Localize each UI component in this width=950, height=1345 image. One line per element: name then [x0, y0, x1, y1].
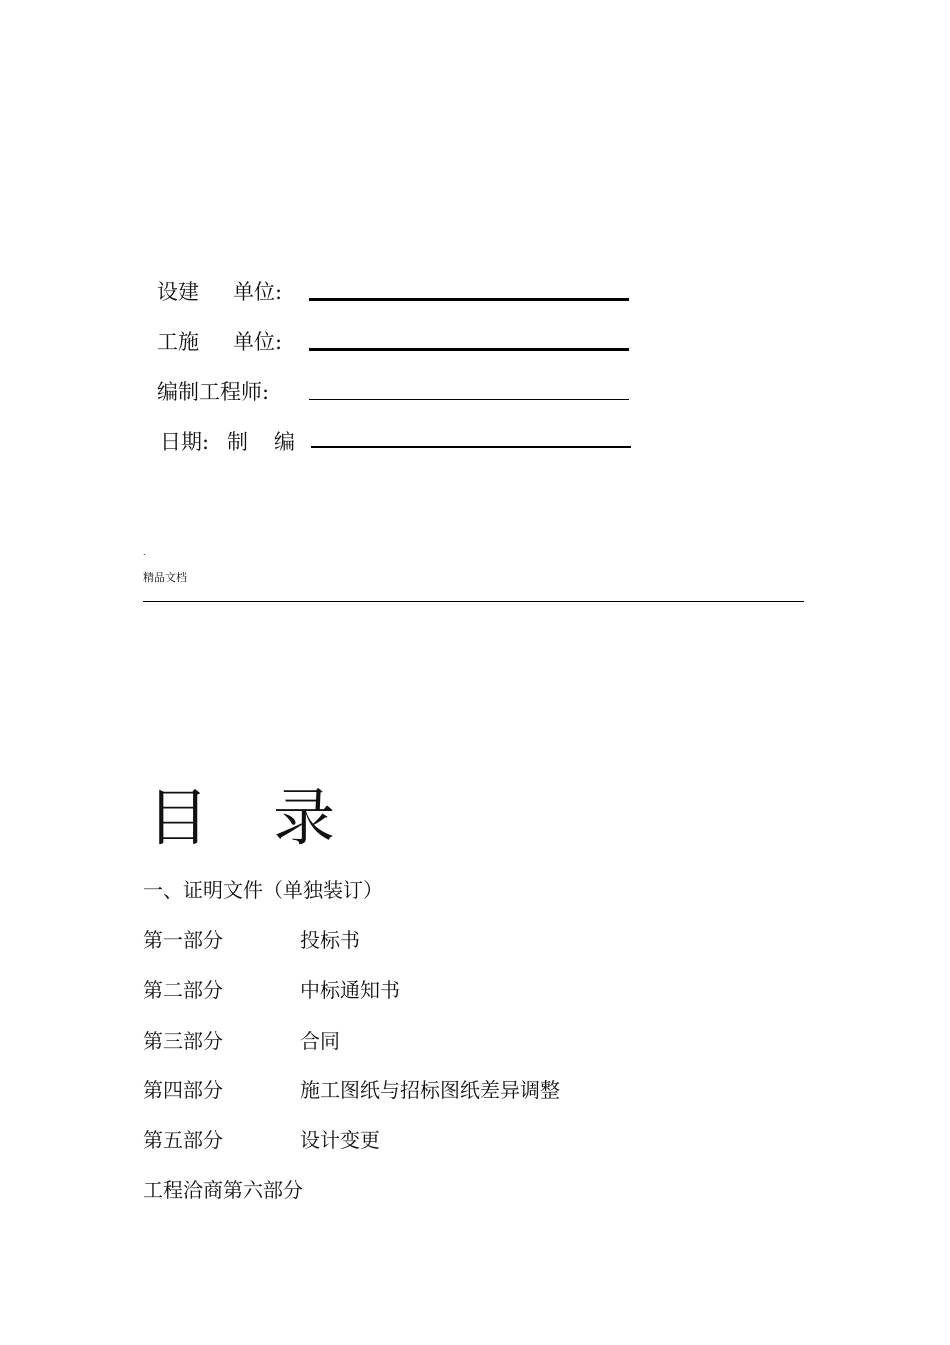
header-dot: . [143, 548, 146, 557]
toc-part-label: 第四部分 [143, 1078, 223, 1102]
toc-part-title: 中标通知书 [300, 978, 400, 1002]
fill-line [309, 298, 629, 301]
fill-line [309, 348, 629, 351]
form-label-engineer: 编制工程师: [157, 380, 270, 404]
toc-part-label: 第五部分 [143, 1128, 223, 1152]
form-label-compile: 编 [274, 430, 295, 454]
form-label-prepare: 制 [227, 430, 248, 454]
form-label-construction: 设建 [157, 280, 199, 304]
toc-intro: 一、证明文件（单独装订） [143, 878, 383, 902]
form-label-unit: 单位: [233, 330, 283, 354]
toc-part-title: 投标书 [300, 928, 360, 952]
toc-part-title: 合同 [300, 1029, 340, 1053]
form-label-date: 日期: [160, 430, 210, 454]
header-brand: 精品文档 [143, 571, 187, 584]
toc-last-entry: 工程洽商第六部分 [143, 1178, 303, 1202]
form-label-unit: 单位: [233, 280, 283, 304]
toc-part-title: 施工图纸与招标图纸差异调整 [300, 1078, 560, 1102]
fill-line [311, 446, 631, 448]
fill-line [309, 399, 629, 400]
form-label-contractor: 工施 [157, 330, 199, 354]
header-rule [143, 601, 804, 602]
toc-part-label: 第一部分 [143, 928, 223, 952]
toc-title-char-1: 目 [147, 781, 210, 854]
toc-part-label: 第二部分 [143, 978, 223, 1002]
toc-part-label: 第三部分 [143, 1029, 223, 1053]
toc-part-title: 设计变更 [300, 1128, 380, 1152]
toc-title-char-2: 录 [273, 781, 336, 854]
